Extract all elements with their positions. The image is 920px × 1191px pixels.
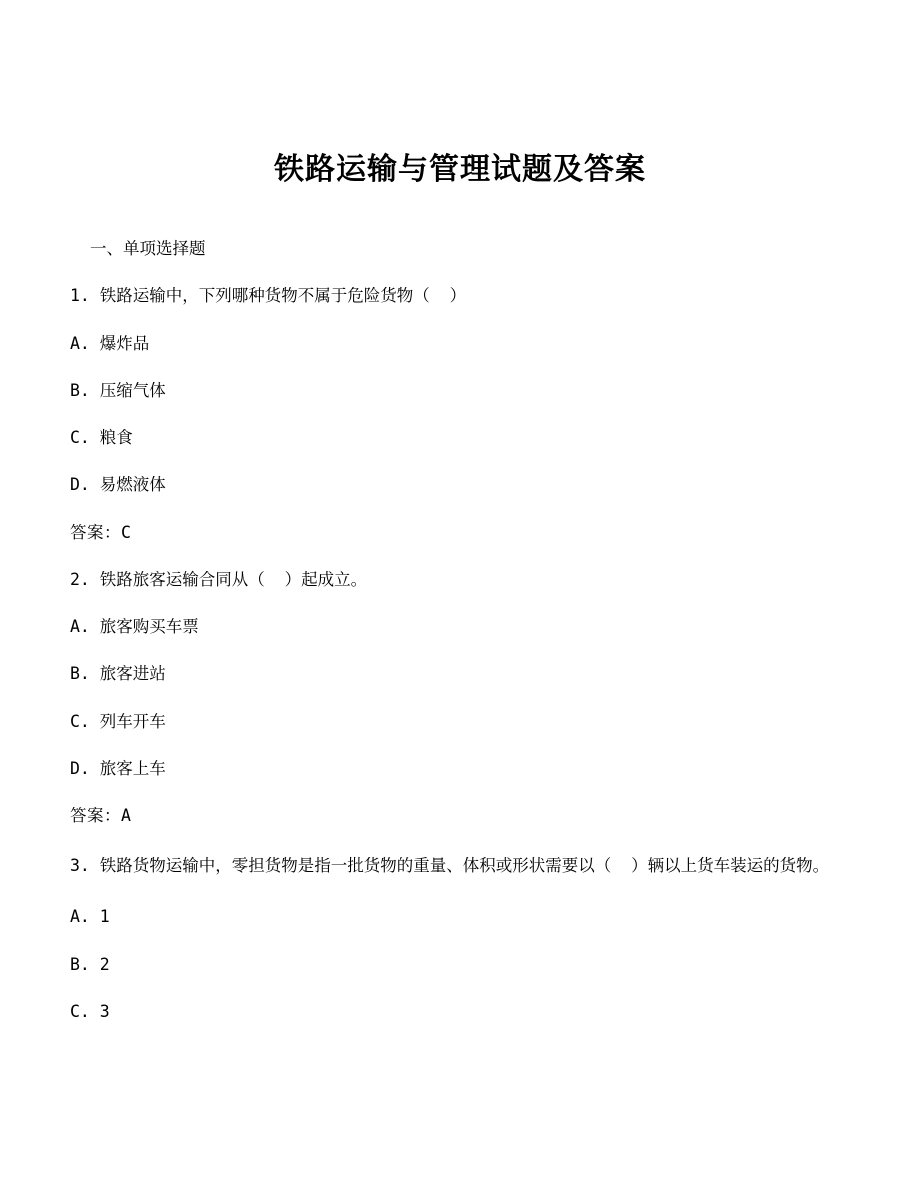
- question-1-option-a: A. 爆炸品: [70, 333, 150, 353]
- question-2-answer: 答案：A: [70, 806, 132, 826]
- question-1-option-b: B. 压缩气体: [70, 380, 166, 400]
- question-3-stem: 3. 铁路货物运输中，零担货物是指一批货物的重量、体积或形状需要以（ ）辆以上货车装运的货物。: [70, 856, 830, 876]
- question-3-option-b: B. 2: [70, 954, 110, 974]
- question-1-answer: 答案：C: [70, 522, 132, 542]
- page-title: 铁路运输与管理试题及答案: [274, 152, 646, 187]
- question-2-option-d: D. 旅客上车: [70, 758, 166, 778]
- question-1-stem: 1. 铁路运输中，下列哪种货物不属于危险货物（ ）: [70, 286, 467, 306]
- question-2-option-c: C. 列车开车: [70, 711, 166, 731]
- question-1-option-d: D. 易燃液体: [70, 475, 166, 495]
- document-body: [70, 238, 850, 1023]
- section-heading-single-choice: 一、单项选择题: [90, 239, 206, 258]
- question-2-stem: 2. 铁路旅客运输合同从（ ）起成立。: [70, 569, 368, 589]
- question-3-option-a: A. 1: [70, 907, 110, 927]
- question-2-option-b: B. 旅客进站: [70, 664, 166, 684]
- question-1-option-c: C. 粮食: [70, 428, 133, 448]
- question-2-option-a: A. 旅客购买车票: [70, 617, 199, 637]
- question-3-option-c: C. 3: [70, 1001, 110, 1021]
